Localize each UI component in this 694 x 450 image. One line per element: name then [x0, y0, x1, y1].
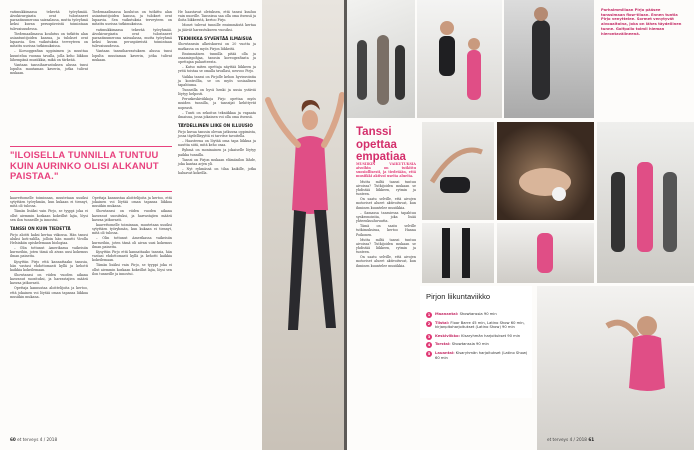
paragraph: – Haasteena on löytää oma tapa liikkua ja nauttia siitä, mitä keho osaa.: [178, 139, 256, 148]
left-column-2: [178, 10, 256, 176]
activity-text: Kisaryhmän harjoitukset (Latino Show) 60 min: [435, 350, 528, 360]
bottom-dancer-photo: [537, 286, 694, 450]
paragraph: Vantaan tanssiharrastuksen alussa tunsi lopulta muutaman kaverin, jotka tulivat mukaan.: [10, 62, 88, 76]
paragraph: Opettaja kannustaa aloittelijoita ja kertoo, että jokainen voi löytää oman tapansa liikkua musiikin mukana.: [10, 286, 88, 299]
golf-ball-photo: [497, 122, 594, 220]
photo-caption: Parhaimmillaan Pirjo pääsee tanssimaan flow-tilaan. Ennen tuntia Pirjo venyttelee. Sormet venytyvät aivoaaltoina, joka on lähes täydellinen tunne. Golfpallo toimii hieman hierontavälineenä.: [601, 8, 682, 36]
day-label: Lauantai:: [435, 350, 455, 355]
page-number: 60: [10, 437, 16, 442]
paragraph: kaavettomelle toiminnan, muutetaan uusiksi sytyttäen työryhmän, kun kukaan ei tiennyt, mitä oli tulossa.: [10, 196, 88, 209]
dancer-silhouette-image: [504, 0, 594, 118]
paragraph: Monet tulevat tunnille ensimmäistä kertaa ja jäävät harrastukseen vuosiksi.: [178, 23, 256, 32]
magazine-name: et terveys: [17, 437, 39, 442]
paragraph: Tanssi on Pirjon mukaan elämänilon lähde, joka kantaa arjen yli.: [178, 157, 256, 166]
dancers-image: [417, 0, 502, 118]
paragraph: Vaikka tanssi on Pirjolle kehon hyvinvointia ja kontrollia, se on myös sosiaalinen tapahtuma.: [178, 74, 256, 87]
stretching-image: [422, 122, 494, 220]
subheading: TEKNIIKKA SYVENTÄÄ ILMAISUA: [178, 35, 252, 41]
issue-number: 4 / 2018: [569, 437, 587, 442]
left-column-1b-top: [92, 10, 172, 63]
schedule-item: [426, 342, 528, 347]
left-folio: [10, 437, 57, 442]
group-dancers-image: [597, 122, 694, 283]
item-number: 3: [427, 334, 431, 339]
legs-image: [422, 223, 494, 283]
schedule-list: [426, 312, 528, 364]
schedule-item: [426, 312, 528, 317]
intro-paragraph: MUSIIKIN VAIKUTUKSIA aivoihin on tutkittu suosiollisesti, ja tiedetään, että musiikki aktivoi useita alueita.: [356, 162, 416, 179]
schedule-title: Pirjon liikuntaviikko: [426, 292, 491, 301]
article-title: Tanssi opettaa empatiaa: [356, 126, 406, 163]
activity-text: Showtanssia 90 min: [459, 312, 497, 316]
paragraph: vatimukkimassa tekevää työryhmää. Aivokirurgiasta ovat tulostaneet paraatinumerona sairaalassa, mutta työryhmä keksi kuvan peruspiireistä toimintaan tulevaisuudessa.: [92, 27, 172, 49]
stretching-photo: [422, 122, 494, 220]
paragraph: Ryhmä on moninainen ja jokaiselle löytyy paikka tunnilla.: [178, 148, 256, 157]
subheading: TANSSI ON KUIN TIEDETTÄ: [10, 225, 71, 231]
item-number: 5: [427, 351, 431, 356]
paragraph: Tämän lisäksi vain Pirjo, se tyyppi joka ei ollut aiemmin koskaan kokeillut lajia, löysi sen ilon tunneille ja innostui.: [10, 209, 88, 222]
paragraph: Vantaan tanssiharrastuksen alussa tunsi lopulta muutaman kaverin, jotka tulivat mukaan.: [92, 49, 172, 62]
dancer-photo: [262, 0, 344, 450]
paragraph: Pirjo kuvaa tanssin olevan jatkuvaa oppimista, jossa täydellisyyttä ei tarvitse tavoitella.: [178, 129, 256, 138]
paragraph: Showtanssin alkeiskurssi on 20 vuotta ja matkassa on myös Pirjon liikkeitä.: [178, 42, 256, 51]
magazine-name: et terveys: [547, 437, 569, 442]
item-number: 4: [427, 343, 431, 348]
paragraph: Tiedemaailmassa koulutus on tutkittu alan asiantuntijoiden kanssa, ja tulokset ovat lupaavia. Sen vaikutuksia terveyteen on mitattu useissa tutkimuksissa.: [10, 31, 88, 49]
activity-text: Kisaryhmän harjoitukset 90 min: [461, 333, 521, 338]
day-label: Tiistai:: [435, 320, 450, 325]
right-page: [347, 0, 694, 450]
paragraph: – Tunti on sekoitus tekniikkaa ja vapaata ilmaisua, jossa jokainen voi olla oma itsensä.: [178, 110, 256, 119]
paragraph: Opettaja kannustaa aloittelijoita ja kertoo, että jokainen voi löytää oman tapansa liikkua musiikin mukana.: [92, 196, 172, 209]
left-column-1-top: [10, 10, 88, 76]
paragraph: Showtanssi on viiden vuoden aikana kasvanut suosituksi, ja harrastajien määrä kasvaa jatkuvasti.: [10, 273, 88, 286]
paragraph: Tämän lisäksi vain Pirjo, se tyyppi joka ei ollut aiemmin koskaan kokeillut lajia, löysi sen ilon tunneille ja innostui.: [92, 263, 172, 276]
schedule-item: [426, 334, 528, 339]
paragraph: Pirjo aloitti kaksi kertaa viikossa. Hän tanssi aluksi koti-salilla, jolloin hän muutti Virolla Helsinkiin opiskelemaan biologiaa.: [10, 232, 88, 245]
paragraph: – Olin tottunut Amerikassa vaikeisiin kursseihin, joten tämä oli aivan uusi kokemus ilman paineita.: [92, 236, 172, 249]
ballet-photo: [422, 223, 494, 283]
paragraph: On saatu selville, että aivojen motoriset alueet aktivoituvat, kun ihminen kuuntelee musiikkia.: [356, 197, 416, 210]
class-photo-top-left: [347, 0, 415, 118]
paragraph: – Nyt ryhmässä on tilaa kaikille, jotka haluavat kokeilla.: [178, 167, 256, 176]
paragraph: Tunneilla on hyvä henki ja uusia ystäviä löytyy helposti.: [178, 88, 256, 97]
foot-with-ball-image: [497, 122, 594, 220]
paragraph: – Olin tottunut Amerikassa vaikeisiin kursseihin, joten tämä oli aivan uusi kokemus ilman paineita.: [10, 246, 88, 259]
paragraph: Peruskeskiviikkoja Pirjo opettaa myös muiden tunnilla, ja tanssijat kehittyvät nopeasti.: [178, 97, 256, 110]
paragraph: – Korsoggrafian uppinimen ja muuttaa kuuntelua vuonna tavalla, jolla keho liikkuu lähempänä musiikkia, mikä on tärkeää.: [10, 49, 88, 62]
class-photo-top-mid: [417, 0, 502, 118]
activity-text: Floor Barre 45 min, Latino Show 60 min, kirjanpitoharjoitukset (Latino Show) 90 min: [435, 320, 525, 330]
dancer-image: [497, 223, 594, 283]
paragraph: kaavettomelle toiminnan, muutetaan uusiksi sytyttäen työryhmän, kun kukaan ei tiennyt, mitä oli tulossa.: [92, 222, 172, 236]
left-page: [0, 0, 344, 450]
group-dance-photo: [597, 122, 694, 283]
paragraph: Ensimmäisen tunnilla pitää olla ja osaamispohjaa, tanssin koreografiasta ja opettajan palautteesta.: [178, 51, 256, 65]
schedule-item: [426, 351, 528, 360]
schedule-box: [420, 286, 532, 398]
quote-rule-top: [10, 146, 172, 147]
paragraph: Showtanssi on viiden vuoden aikana kasvanut suosituksi, ja harrastajien määrä kasvaa jatkuvasti.: [92, 209, 172, 222]
paragraph: vatimukkimassa tekevää työryhmää. Aivokirurgiasta ovat tulostaneet paraatinumerona sairaalassa, mutta työryhmä keksi kuvan peruspiireistä toimintaan tulevaisuudessa.: [10, 10, 88, 31]
quote-rule-bottom: [10, 191, 172, 192]
paragraph: – Katso miten opettaja näyttää liikkeen ja yritä toistaa se omalla tavallasi, neuvoo Pirjo.: [178, 65, 256, 74]
paragraph: Tiedemaailmassa koulutus on tutkittu alan asiantuntijoiden kanssa, ja tulokset ovat lupaavia. Sen vaikutuksia terveyteen on mitattu useissa tutkimuksissa.: [92, 10, 172, 27]
day-label: Keskiviikko:: [435, 333, 460, 338]
subheading: TÄYDELLINEN LIIKE ON ILLUUSIO: [178, 123, 253, 129]
page-number: 61: [588, 437, 595, 442]
left-column-1-bottom: [10, 196, 88, 300]
paragraph: – Samassa tanssiessa tapahtuu synkronointia, joka lisää yhteenkuuluvuutta.: [356, 210, 416, 224]
item-number: 1: [427, 313, 431, 317]
dancers-image: [347, 0, 415, 118]
paragraph: Kysyttiin Pirjo että kannattaako tanssia, hän vastasi ehdottomasti kyllä ja kehotti kaikkia kokeilemaan.: [92, 249, 172, 263]
paragraph: Mutta miltä tanssi tuntuu aivoissa? Tutkijoiden mukaan se yhdistää liikkeen, rytmin ja tunteen.: [356, 237, 416, 255]
day-label: Torstai:: [435, 342, 451, 347]
dancer-illustration: [262, 0, 344, 450]
issue-number: 4 / 2018: [39, 437, 58, 442]
paragraph: He haastavat oletuksen, että tanssi kuuluu vain nuorille. Tanssissa saa olla oma itsensä ja iloita liikkeestä, kertoo Pirjo.: [178, 10, 256, 23]
right-folio: [547, 437, 594, 442]
pull-quote: "ILOISELLA TUNNILLA TUNTUU KUIN AURINKO OLISI ALKANUT PAISTAA.": [10, 149, 159, 182]
paragraph: Tämä on saatu selville tutkimuksissa, kertoo Hanna Poikonen.: [356, 224, 416, 237]
schedule-item: [426, 321, 528, 330]
paragraph: Kysyttiin Pirjo että kannattaako tanssia, hän vastasi ehdottomasti kyllä ja kehotti kaikkia kokeilemaan.: [10, 259, 88, 272]
dancer-with-pink-top-image: [537, 286, 694, 450]
left-column-1b-bottom: [92, 196, 172, 277]
class-photo-top-right: [504, 0, 594, 118]
pink-dancer-photo: [497, 223, 594, 283]
item-number: 2: [427, 321, 431, 326]
day-label: Maanantai:: [435, 312, 459, 316]
paragraph: On saatu selville, että aivojen motoriset alueet aktivoituvat, kun ihminen kuuntelee musiikkia.: [356, 255, 416, 268]
paragraph: Mutta miltä tanssi tuntuu aivoissa? Tutkijoiden mukaan se yhdistää liikkeen, rytmin ja tunteen.: [356, 179, 416, 197]
right-column-text: [356, 162, 416, 269]
activity-text: Showtanssia 90 min: [451, 342, 489, 347]
